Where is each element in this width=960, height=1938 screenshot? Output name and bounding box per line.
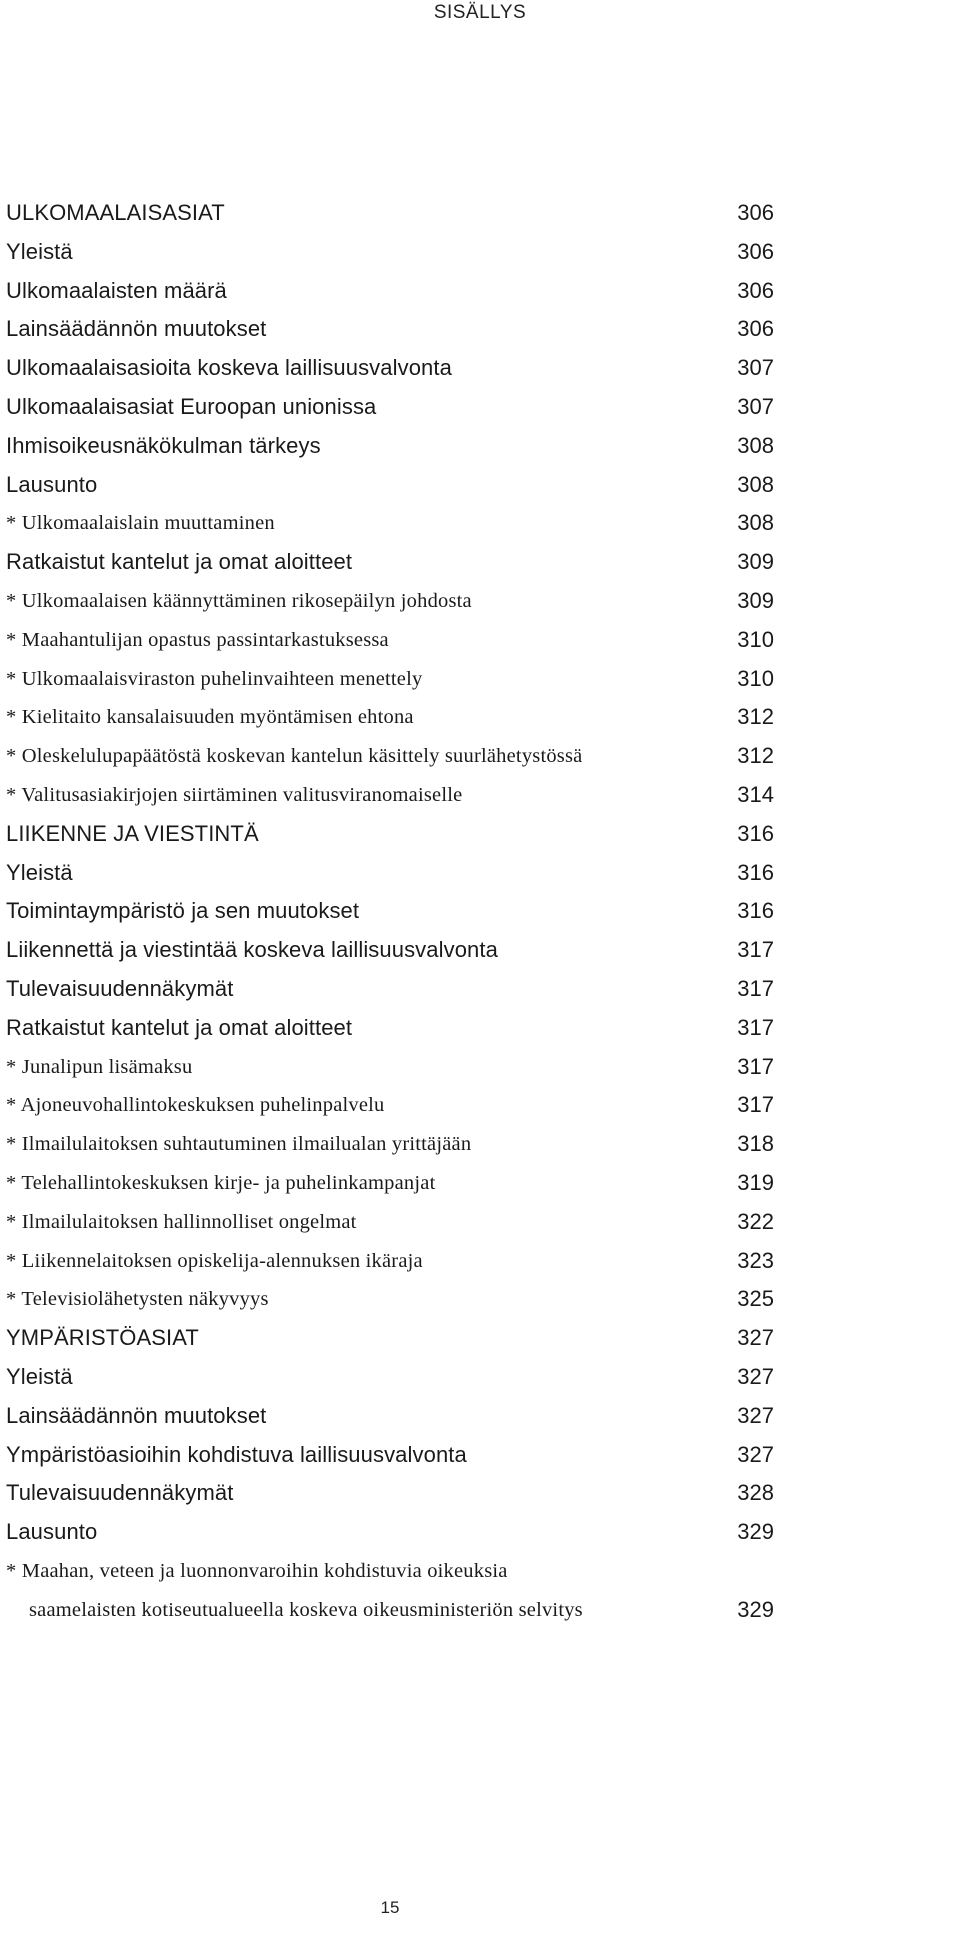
- toc-entry-page: 309: [737, 549, 774, 575]
- page-number: 15: [380, 1898, 400, 1917]
- toc-entry-page: 306: [737, 316, 774, 342]
- toc-entry: [0, 815, 960, 854]
- toc-entry-page: 316: [737, 859, 774, 885]
- toc-entry: [0, 1203, 960, 1242]
- toc-entry-title: Ratkaistut kantelut ja omat aloitteet: [6, 549, 353, 575]
- toc-entry: [0, 1125, 960, 1164]
- toc-entry: [0, 1086, 960, 1125]
- toc-entry-title: Tulevaisuudennäkymät: [6, 975, 234, 1001]
- toc-entry-title: Ulkomaalaisten määrä: [6, 277, 227, 303]
- toc-entry: [0, 504, 960, 543]
- toc-entry-page: 306: [737, 238, 774, 264]
- toc-entry-title: Tulevaisuudennäkymät: [6, 1480, 234, 1506]
- toc-entry-multiline: [0, 1552, 960, 1630]
- toc-entry-page: 323: [737, 1247, 774, 1273]
- toc-entry-title: Ulkomaalaisasioita koskeva laillisuusvalvonta: [6, 355, 452, 381]
- toc-entry-page: 309: [737, 587, 774, 613]
- toc-entry-page: 306: [737, 277, 774, 303]
- toc-entry-page: 327: [737, 1363, 774, 1389]
- toc-entry-page: 310: [737, 626, 774, 652]
- toc-entry: [0, 854, 960, 893]
- toc-entry-page: 306: [737, 200, 774, 225]
- toc-entry-title: LIIKENNE JA VIESTINTÄ: [6, 820, 259, 846]
- toc-entry-title: Yleistä: [6, 859, 73, 885]
- toc-entry-title: Lausunto: [6, 471, 98, 497]
- toc-entry: [0, 194, 960, 233]
- toc-entry-title: * Telehallintokeskuksen kirje- ja puhelinkampanjat: [6, 1171, 436, 1194]
- toc-entry-page: 312: [737, 704, 774, 730]
- toc-entry-title: Lausunto: [6, 1519, 98, 1545]
- toc-entry: [0, 1009, 960, 1048]
- toc-entry-page: 329: [737, 1596, 774, 1622]
- toc-entry: [0, 466, 960, 505]
- toc-entry-title: Ratkaistut kantelut ja omat aloitteet: [6, 1014, 353, 1040]
- toc-entry-title: * Ulkomaalaislain muuttaminen: [6, 512, 275, 535]
- toc-entry-title: Liikennettä ja viestintää koskeva laillisuusvalvonta: [6, 937, 498, 963]
- toc-entry: [0, 1242, 960, 1281]
- toc-entry-page: 307: [737, 355, 774, 381]
- toc-entry-page: 308: [737, 471, 774, 497]
- toc-entry-page: 327: [737, 1325, 774, 1351]
- toc-entry-page: 329: [737, 1519, 774, 1545]
- toc-entry-page: 327: [737, 1441, 774, 1467]
- toc-entry-title: YMPÄRISTÖASIAT: [6, 1325, 199, 1351]
- toc-entry-page: 312: [737, 743, 774, 769]
- toc-entry: [0, 1280, 960, 1319]
- toc-entry-title: * Ulkomaalaisviraston puhelinvaihteen menettely: [6, 667, 423, 690]
- toc-entry-title: * Ilmailulaitoksen hallinnolliset ongelmat: [6, 1210, 357, 1233]
- toc-entry-title-line2: saamelaisten kotiseutualueella koskeva oikeusministeriön selvitys: [29, 1598, 583, 1621]
- toc-entry-title: * Kielitaito kansalaisuuden myöntämisen ehtona: [6, 706, 414, 729]
- toc-entry-title: Yleistä: [6, 1363, 73, 1389]
- toc-entry-title-line1: * Maahan, veteen ja luonnonvaroihin kohdistuvia oikeuksia: [6, 1559, 508, 1582]
- toc-entry-page: 317: [737, 1014, 774, 1040]
- toc-entry-page: 317: [737, 1092, 774, 1118]
- toc-entry: [0, 776, 960, 815]
- toc-entry-title: Lainsäädännön muutokset: [6, 316, 267, 342]
- toc-entry: [0, 892, 960, 931]
- toc-entry: [0, 349, 960, 388]
- toc-entry-title: ULKOMAALAISASIAT: [6, 200, 225, 225]
- toc-entry: [0, 970, 960, 1009]
- toc-entry: [0, 660, 960, 699]
- toc-entry-page: 317: [737, 1053, 774, 1079]
- toc-entry: [0, 1358, 960, 1397]
- toc-entry: [0, 233, 960, 272]
- toc-entry: [0, 427, 960, 466]
- toc-entry-page: 317: [737, 937, 774, 963]
- toc-entry-title: * Maahantulijan opastus passintarkastuksessa: [6, 628, 389, 651]
- toc-entry: [0, 1513, 960, 1552]
- toc-entry-title: * Valitusasiakirjojen siirtäminen valitusviranomaiselle: [6, 783, 463, 806]
- toc-entry: [0, 621, 960, 660]
- toc-entry: [0, 698, 960, 737]
- toc-entry-title: Ulkomaalaisasiat Euroopan unionissa: [6, 393, 377, 419]
- toc-entry-page: 308: [737, 432, 774, 458]
- toc-entry-page: 316: [737, 898, 774, 924]
- toc-entry: [0, 931, 960, 970]
- table-of-contents: [0, 194, 960, 1629]
- toc-entry: [0, 737, 960, 776]
- toc-entry-title: * Junalipun lisämaksu: [6, 1055, 193, 1078]
- toc-entry-title: Yleistä: [6, 238, 73, 264]
- toc-entry-page: 328: [737, 1480, 774, 1506]
- toc-entry-title: * Ajoneuvohallintokeskuksen puhelinpalvelu: [6, 1094, 385, 1117]
- toc-entry-page: 318: [737, 1131, 774, 1157]
- toc-entry-page: 317: [737, 975, 774, 1001]
- toc-entry-page: 310: [737, 665, 774, 691]
- toc-entry-title: * Liikennelaitoksen opiskelija-alennuksen ikäraja: [6, 1249, 423, 1272]
- toc-entry-page: 307: [737, 393, 774, 419]
- toc-entry-title: * Oleskelulupapäätöstä koskevan kantelun käsittely suurlähetystössä: [6, 745, 583, 768]
- toc-entry-page: 322: [737, 1208, 774, 1234]
- toc-entry: [0, 1164, 960, 1203]
- toc-entry-title: Lainsäädännön muutokset: [6, 1402, 267, 1428]
- toc-entry-page: 308: [737, 510, 774, 536]
- toc-entry-title: * Ulkomaalaisen käännyttäminen rikosepäilyn johdosta: [6, 589, 472, 612]
- toc-entry: [0, 1319, 960, 1358]
- toc-entry: [0, 543, 960, 582]
- toc-entry-page: 316: [737, 820, 774, 846]
- toc-entry: [0, 388, 960, 427]
- running-header: SISÄLLYS: [433, 2, 527, 23]
- toc-entry: [0, 272, 960, 311]
- toc-entry: [0, 582, 960, 621]
- toc-entry: [0, 310, 960, 349]
- toc-entry-page: 327: [737, 1402, 774, 1428]
- toc-entry: [0, 1474, 960, 1513]
- toc-entry: [0, 1048, 960, 1087]
- toc-entry: [0, 1436, 960, 1475]
- toc-entry-title: * Ilmailulaitoksen suhtautuminen ilmailualan yrittäjään: [6, 1133, 472, 1156]
- toc-entry-title: Toimintaympäristö ja sen muutokset: [6, 898, 360, 924]
- toc-entry-page: 319: [737, 1169, 774, 1195]
- toc-entry: [0, 1397, 960, 1436]
- toc-entry-page: 314: [737, 781, 774, 807]
- toc-entry-title: Ympäristöasioihin kohdistuva laillisuusvalvonta: [6, 1441, 467, 1467]
- toc-entry-title: Ihmisoikeusnäkökulman tärkeys: [6, 432, 321, 458]
- toc-entry-title: * Televisiolähetysten näkyvyys: [6, 1288, 269, 1311]
- toc-entry-page: 325: [737, 1286, 774, 1312]
